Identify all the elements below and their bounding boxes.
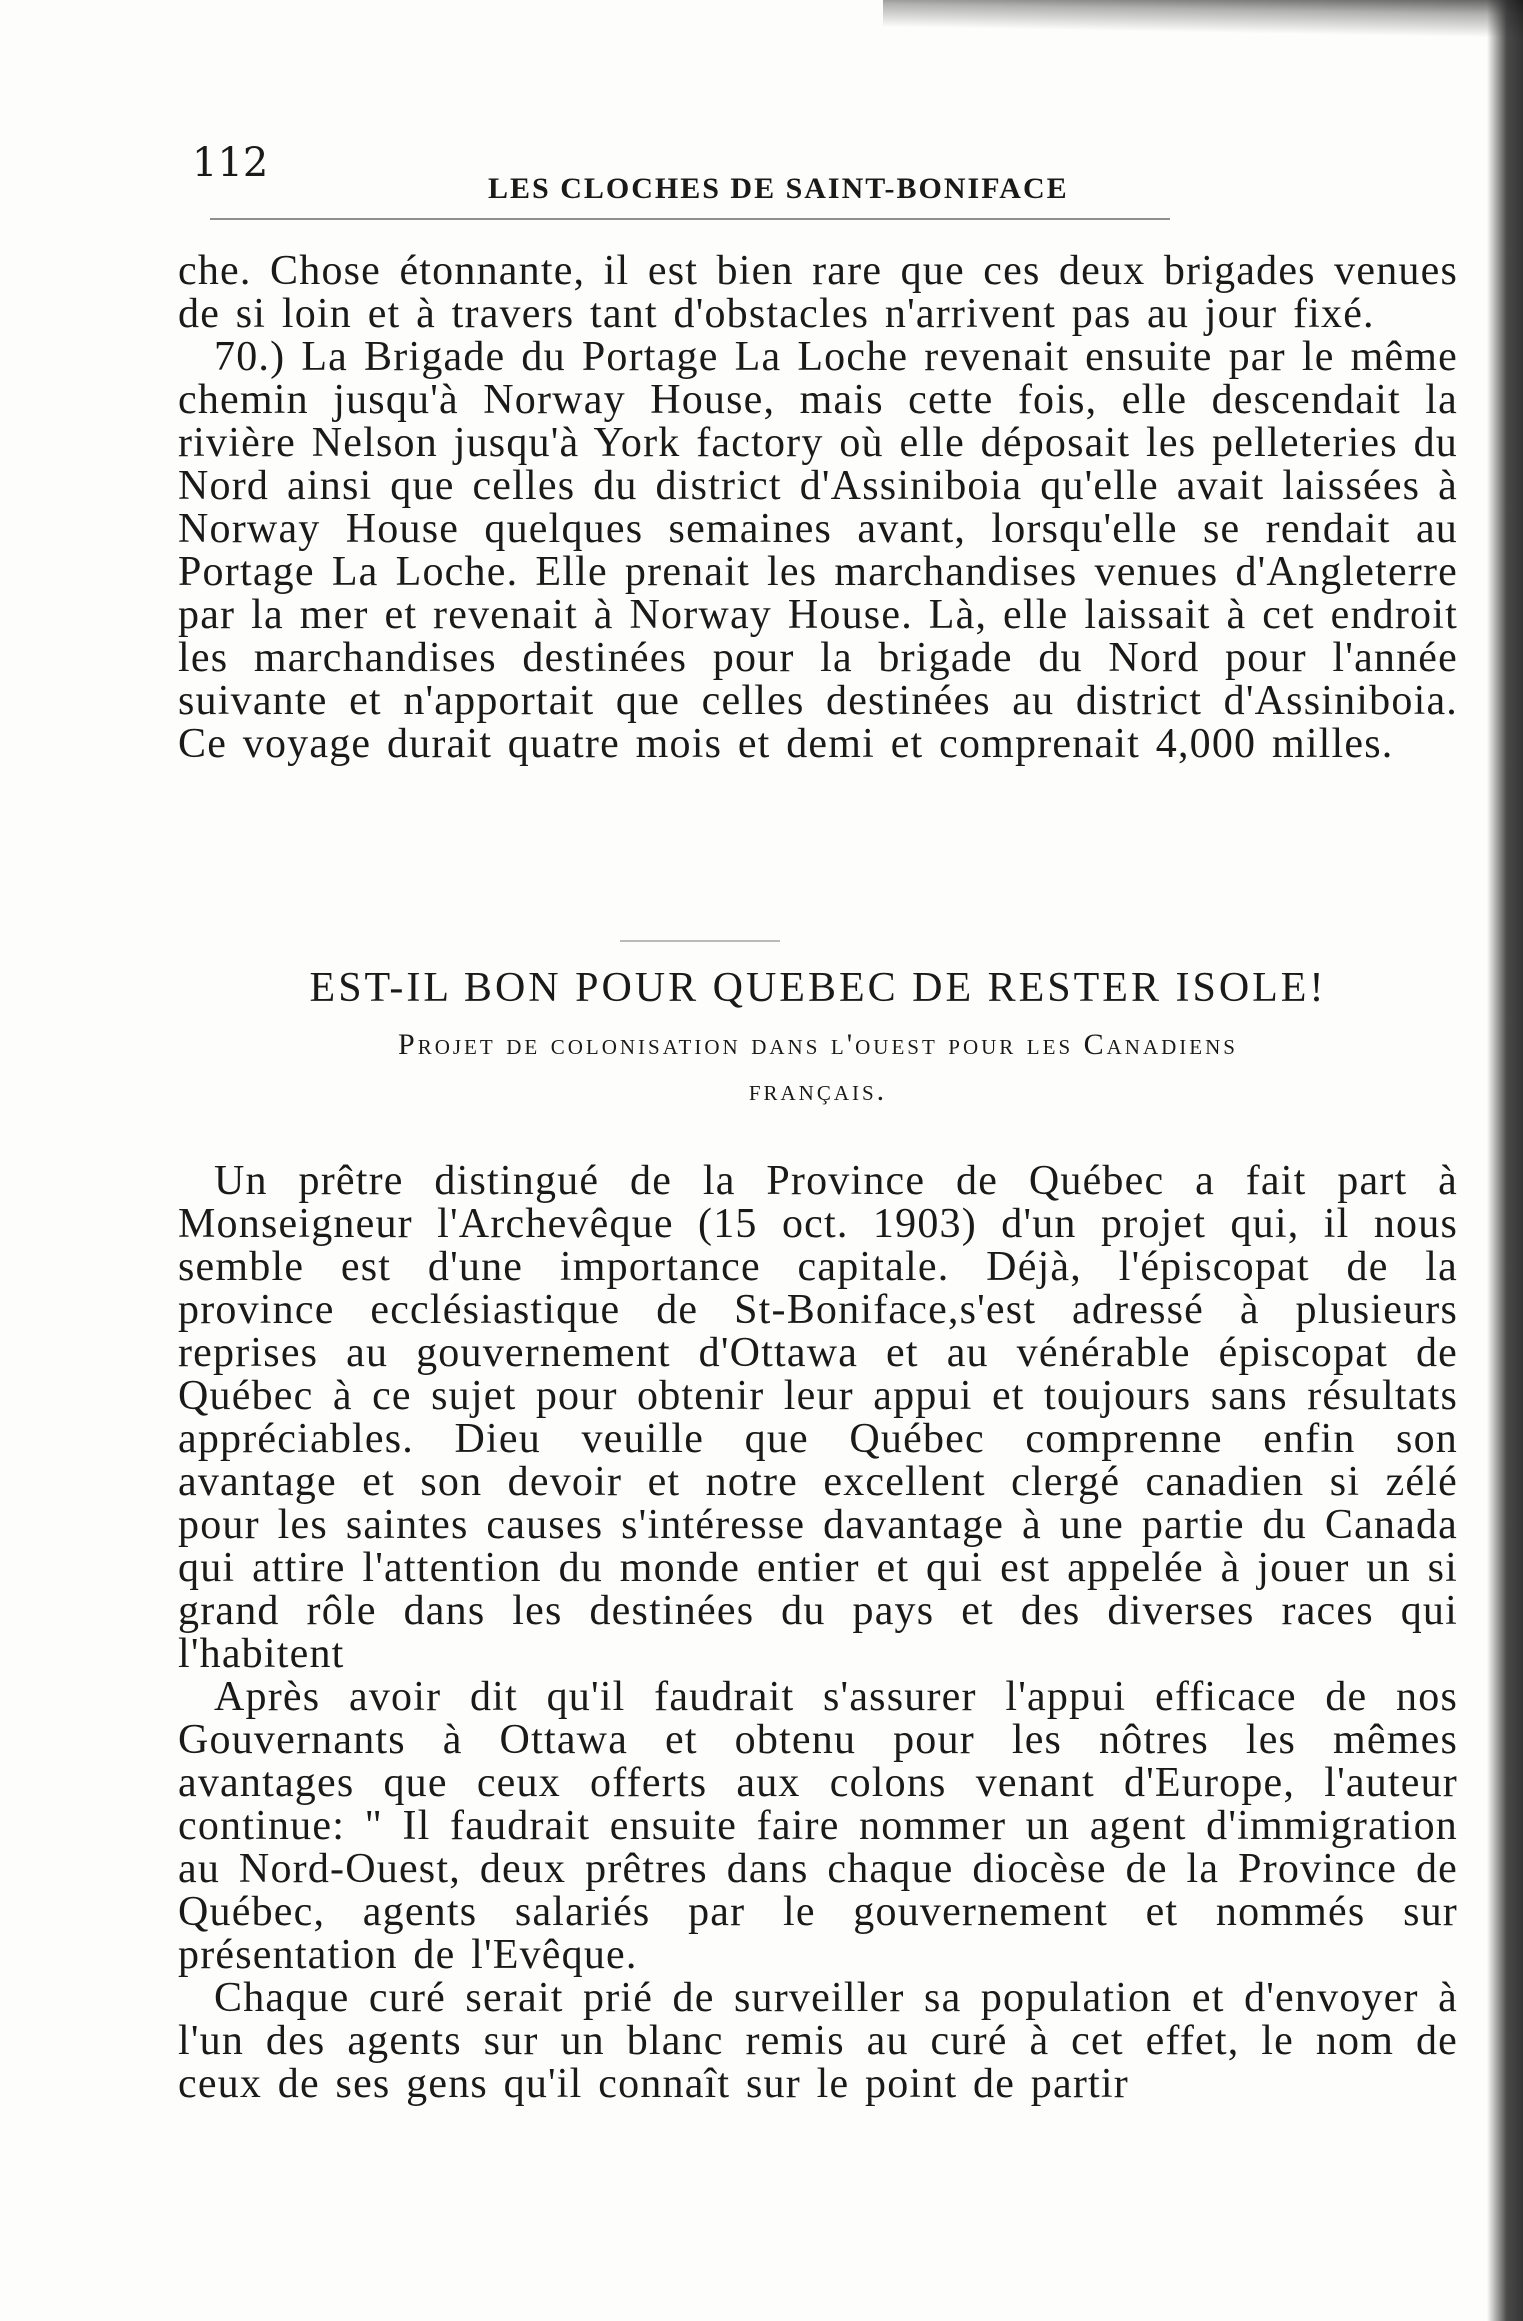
paragraph: che. Chose étonnante, il est bien rare que ces deux brigades venues de si loin et à travers tant d'obstacles n'arrivent pas au jour fixé.: [178, 248, 1458, 337]
paragraph: Un prêtre distingué de la Province de Québec a fait part à Monseigneur l'Archevêque (15 oct. 1903) d'un projet qui, il nous semble est d'une importance capitale. Déjà, l'épiscopat de la province ecclésiastique de St-Boniface,s'est adressé à plusieurs reprises au gouvernement d'Ottawa et au vénérable épiscopat de Québec à ce sujet pour obtenir leur appui et toujours sans résultats appréciables. Dieu veuille que Québec comprenne enfin son avantage et son devoir et notre excellent clergé canadien si zélé pour les saintes causes s'intéresse davantage à une partie du Canada qui attire l'attention du monde entier et qui est appelée à jouer un si grand rôle dans les destinées du pays et des diverses races qui l'habitent: [178, 1158, 1458, 1677]
paragraph: 70.) La Brigade du Portage La Loche revenait ensuite par le même chemin jusqu'à Norway House, mais cette fois, elle descendait la rivière Nelson jusqu'à York factory où elle déposait les pelleteries du Nord ainsi que celles du district d'Assiniboia qu'elle avait laissées à Norway House quelques semaines avant, lorsqu'elle se rendait au Portage La Loche. Elle prenait les marchandises venues d'Angleterre par la mer et revenait à Norway House. Là, elle laissait à cet endroit les marchandises destinées pour la brigade du Nord pour l'année suivante et n'apportait que celles destinées au district d'Assiniboia. Ce voyage durait quatre mois et demi et comprenait 4,000 milles.: [178, 334, 1458, 767]
running-head: LES CLOCHES DE SAINT-BONIFACE: [488, 172, 1069, 205]
scan-shadow-top: [883, 0, 1523, 38]
page-header: [192, 140, 1192, 210]
paragraph: Chaque curé serait prié de surveiller sa population et d'envoyer à l'un des agents sur un blanc remis au curé à cet effet, le nom de ceux de ses gens qu'il connaît sur le point de partir: [178, 1975, 1458, 2107]
paragraph: Après avoir dit qu'il faudrait s'assurer l'appui efficace de nos Gouvernants à Ottawa et obtenu pour les nôtres les mêmes avantages que ceux offerts aux colons venant d'Europe, l'auteur continue: " Il faudrait ensuite faire nommer un agent d'immigration au Nord-Ouest, deux prêtres dans chaque diocèse de la Province de Québec, agents salariés par le gouvernement et nommés sur présentation de l'Evêque.: [178, 1674, 1458, 1978]
page-number: 112: [192, 140, 269, 186]
section-divider: [620, 940, 780, 942]
header-rule: [210, 218, 1170, 220]
body-text-bottom: [178, 1160, 1458, 2106]
scan-shadow-right: [1487, 0, 1523, 2321]
section-subtitle-line: Projet de colonisation dans l'ouest pour les Canadiens: [398, 1028, 1238, 1061]
body-text-top: [178, 250, 1458, 766]
section-subtitle-line: français.: [748, 1074, 888, 1107]
section-subtitle: [178, 1022, 1458, 1114]
section-title: EST-IL BON POUR QUEBEC DE RESTER ISOLE!: [309, 965, 1327, 1011]
